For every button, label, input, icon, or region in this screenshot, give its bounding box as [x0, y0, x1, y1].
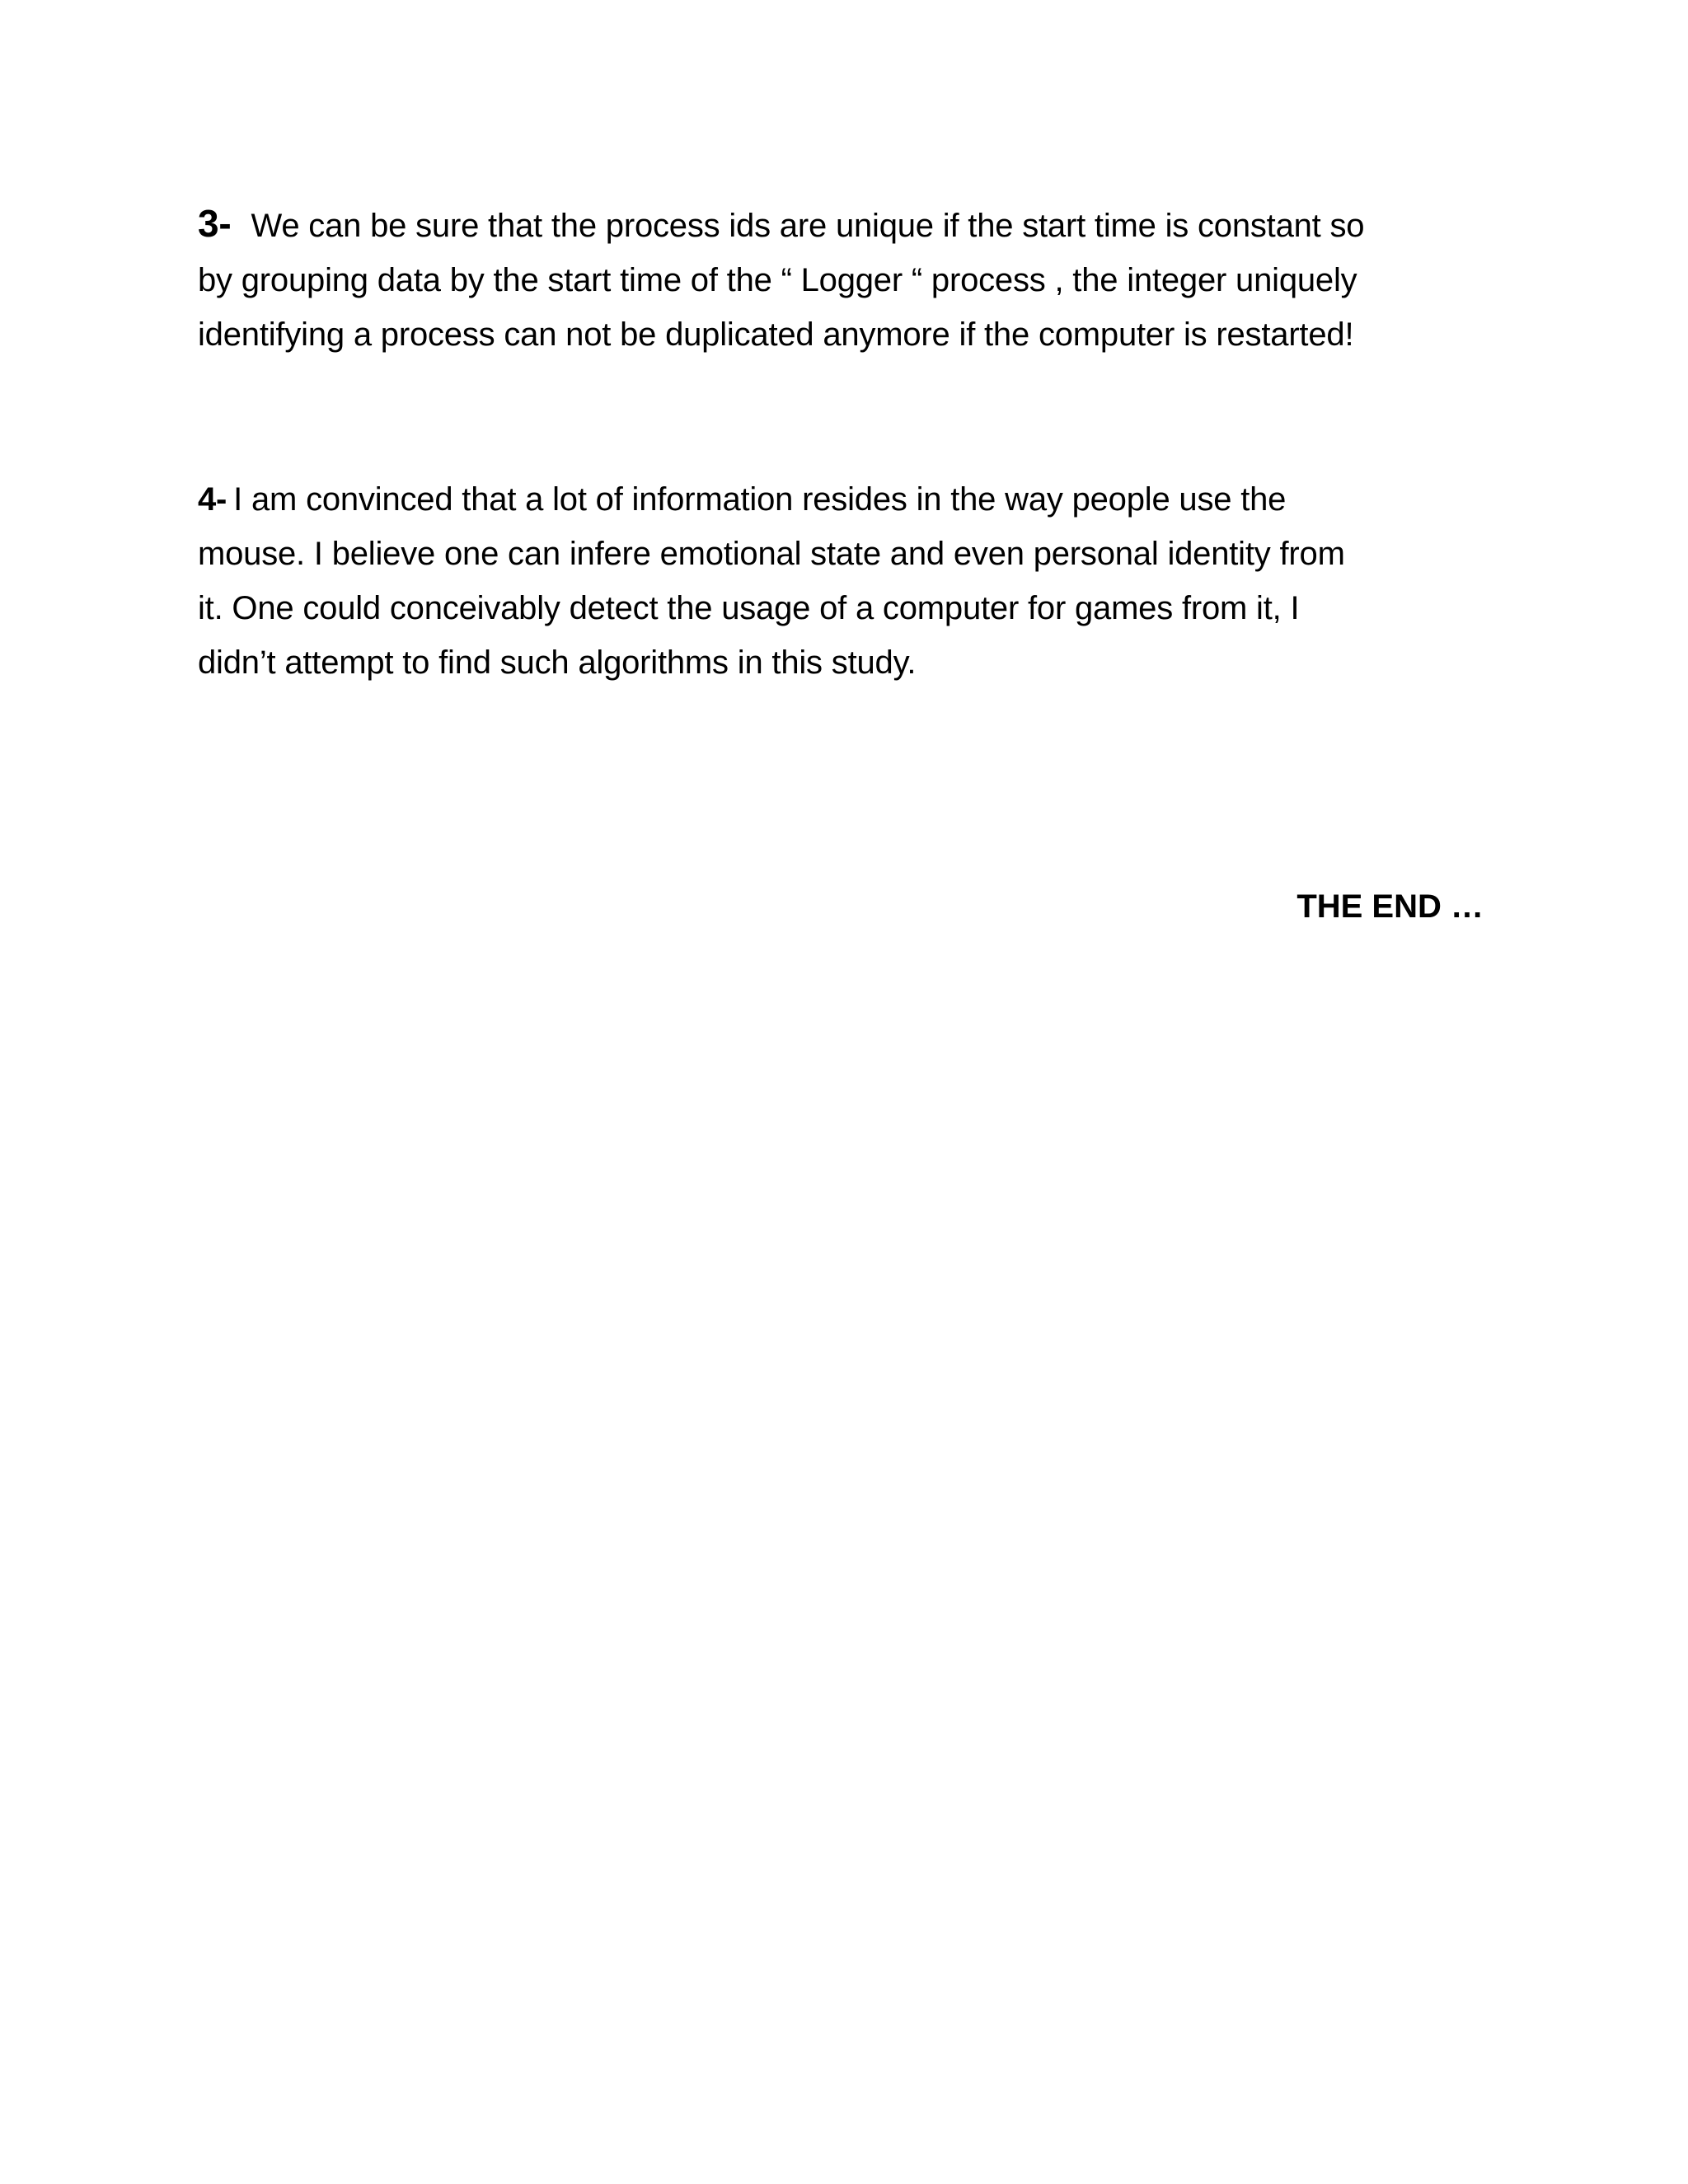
paragraph-3-text-line-2: by grouping data by the start time of the “ Logger “ process , the integer uniquely [198, 262, 1357, 298]
paragraph-4-number: 4- [198, 481, 227, 518]
paragraph-3-text-line-3: identifying a process can not be duplicated anymore if the computer is restarted! [198, 316, 1354, 353]
paragraph-3-line-1 [198, 196, 1517, 253]
paragraph-3-text-line-1: We can be sure that the process ids are unique if the start time is constant so [251, 208, 1365, 244]
paragraph-4-text-line-2: mouse. I believe one can infere emotional state and even personal identity from [198, 536, 1345, 572]
paragraph-4-text-line-3: it. One could conceivably detect the usage of a computer for games from it, I [198, 590, 1300, 626]
paragraph-4-text-line-1: I am convinced that a lot of information resides in the way people use the [233, 481, 1287, 518]
closing-text: THE END … [1296, 888, 1484, 925]
paragraph-3 [198, 196, 1517, 362]
paragraph-4-text-line-4: didn’t attempt to find such algorithms in this study. [198, 644, 917, 681]
paragraph-4 [198, 472, 1517, 690]
paragraph-4-line-1 [198, 472, 1517, 527]
paragraph-3-number: 3- [198, 202, 232, 245]
